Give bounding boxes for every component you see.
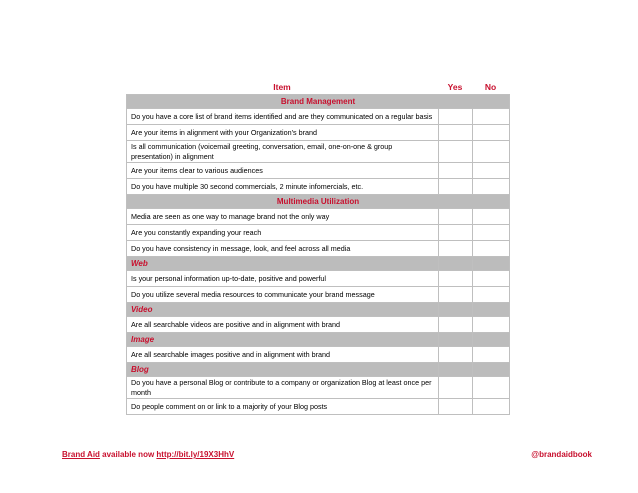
no-checkbox-cell [473,257,510,271]
column-header-item: Item [273,82,291,92]
question-row [127,399,510,415]
subsection-title: Image [127,333,439,347]
no-checkbox-cell[interactable] [473,399,510,415]
no-checkbox-cell[interactable] [473,209,510,225]
section-title: Multimedia Utilization [127,195,510,209]
yes-checkbox-cell[interactable] [439,347,473,363]
question-row [127,287,510,303]
question-text: Is all communication (voicemail greeting, conversation, email, one-on-one & group presentation) in alignment [127,141,439,163]
question-row [127,109,510,125]
no-checkbox-cell [473,333,510,347]
yes-checkbox-cell[interactable] [439,399,473,415]
question-row [127,241,510,257]
yes-checkbox-cell[interactable] [439,163,473,179]
question-text: Are you constantly expanding your reach [127,225,439,241]
checklist [126,80,509,415]
question-text: Do you have consistency in message, look, and feel across all media [127,241,439,257]
question-text: Do you have a core list of brand items identified and are they communicated on a regular basis [127,109,439,125]
yes-checkbox-cell[interactable] [439,109,473,125]
question-text: Are your items in alignment with your Organization’s brand [127,125,439,141]
yes-checkbox-cell[interactable] [439,141,473,163]
no-checkbox-cell[interactable] [473,317,510,333]
subsection-header-row [127,363,510,377]
no-checkbox-cell[interactable] [473,287,510,303]
yes-checkbox-cell[interactable] [439,125,473,141]
section-title: Brand Management [127,95,510,109]
subsection-header-row [127,303,510,317]
yes-checkbox-cell[interactable] [439,179,473,195]
yes-checkbox-cell[interactable] [439,241,473,257]
subsection-title: Video [127,303,439,317]
question-row [127,125,510,141]
footer-url-link[interactable]: http://bit.ly/19X3HhV [156,450,235,459]
question-row [127,141,510,163]
footer [62,450,592,459]
column-header-row [126,80,509,94]
question-text: Do you have multiple 30 second commercials, 2 minute infomercials, etc. [127,179,439,195]
section-header-row [127,195,510,209]
checklist-table [126,94,510,415]
subsection-header-row [127,333,510,347]
yes-checkbox-cell [439,363,473,377]
no-checkbox-cell[interactable] [473,377,510,399]
no-checkbox-cell [473,363,510,377]
yes-checkbox-cell [439,333,473,347]
question-row [127,163,510,179]
question-row [127,225,510,241]
yes-checkbox-cell[interactable] [439,209,473,225]
yes-checkbox-cell[interactable] [439,225,473,241]
question-text: Do people comment on or link to a majority of your Blog posts [127,399,439,415]
no-checkbox-cell[interactable] [473,241,510,257]
no-checkbox-cell[interactable] [473,109,510,125]
footer-promo [62,450,234,459]
no-checkbox-cell[interactable] [473,163,510,179]
no-checkbox-cell[interactable] [473,271,510,287]
no-checkbox-cell[interactable] [473,141,510,163]
footer-brand-link[interactable]: Brand Aid [62,450,100,459]
question-text: Is your personal information up-to-date, positive and powerful [127,271,439,287]
no-checkbox-cell[interactable] [473,179,510,195]
footer-promo-text: available now [99,450,157,459]
question-row [127,271,510,287]
question-text: Are all searchable videos are positive and in alignment with brand [127,317,439,333]
column-header-yes: Yes [447,82,463,92]
subsection-title: Web [127,257,439,271]
question-row [127,209,510,225]
question-row [127,179,510,195]
subsection-header-row [127,257,510,271]
yes-checkbox-cell[interactable] [439,377,473,399]
section-header-row [127,95,510,109]
question-text: Do you have a personal Blog or contribute to a company or organization Blog at least once per month [127,377,439,399]
yes-checkbox-cell[interactable] [439,287,473,303]
question-text: Do you utilize several media resources to communicate your brand message [127,287,439,303]
yes-checkbox-cell[interactable] [439,271,473,287]
yes-checkbox-cell [439,303,473,317]
no-checkbox-cell[interactable] [473,347,510,363]
no-checkbox-cell[interactable] [473,225,510,241]
question-text: Are your items clear to various audiences [127,163,439,179]
footer-handle: @brandaidbook [531,450,592,459]
yes-checkbox-cell[interactable] [439,317,473,333]
no-checkbox-cell[interactable] [473,125,510,141]
yes-checkbox-cell [439,257,473,271]
question-row [127,317,510,333]
question-text: Are all searchable images positive and in alignment with brand [127,347,439,363]
question-row [127,377,510,399]
no-checkbox-cell [473,303,510,317]
question-row [127,347,510,363]
subsection-title: Blog [127,363,439,377]
question-text: Media are seen as one way to manage brand not the only way [127,209,439,225]
column-header-no: No [484,82,497,92]
